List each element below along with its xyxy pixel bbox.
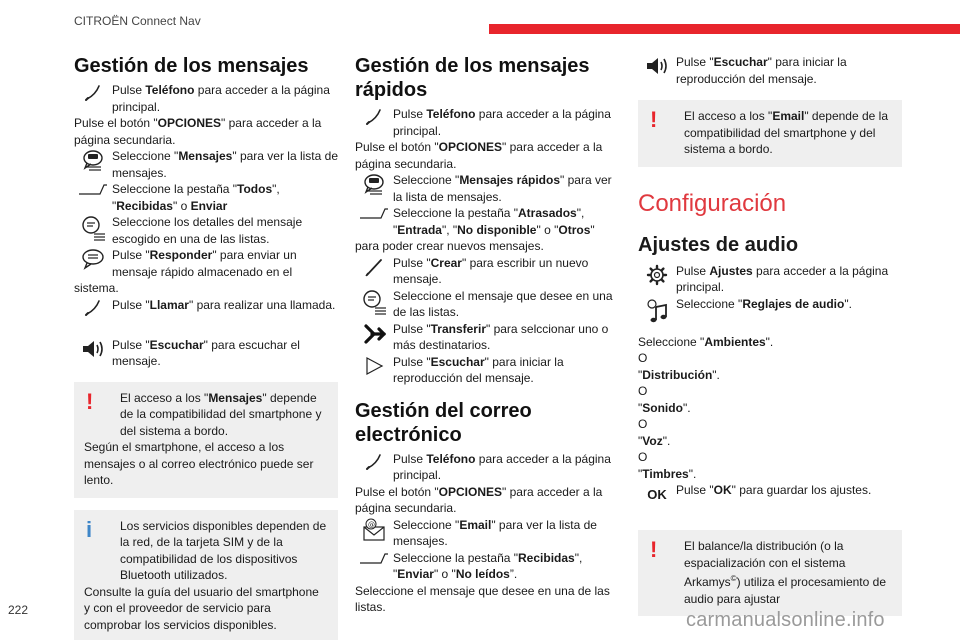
tab-icon: [355, 550, 393, 580]
step-quick-messages: Seleccione "Mensajes rápidos" para ver la lista de mensajes.: [355, 172, 619, 205]
step-transfer: Pulse "Transferir" para selccionar uno o más destinatarios.: [355, 321, 619, 354]
column-2: Gestión de los mensajes rápidos Pulse Teléfono para acceder a la página principal. Pulse el botón "OPCIONES" para acceder a la página secundaria. Seleccione "Mensajes rápidos" para ver la lista de mensajes. Seleccione la pestaña "Atrasados", "Entrada", "No disponible" o "Otros" para poder crear nuevos mensajes. Pulse "Crear" para escribir un nuevo mensaje. Seleccione el mensaje que desee en una de las listas. Pulse "Transferir" para selccionar uno o más destinatarios. Pulse "Escuchar" para iniciar la reproducción del mensaje. Gestión del correo electrónico Pulse Teléfono para acceder a la página principal. Pulse el botón "OPCIONES" para acceder a la página secundaria. @ Seleccione "Email" para ver la lista de mensajes. Seleccione la pestaña "Recibidas", "Enviar" o "No leídos”. Seleccione el mensaje que desee en una de las listas.: [355, 54, 619, 616]
warning-note-balance: ! El balance/la distribución (o la espacialización con el sistema Arkamys©) utiliza el procesamiento de audio para ajustar: [638, 530, 902, 616]
pencil-icon: [355, 255, 393, 285]
step-play: Pulse "Escuchar" para iniciar la reproducción del mensaje.: [355, 354, 619, 387]
section-heading-quick-messages: Gestión de los mensajes rápidos: [355, 55, 590, 101]
step-settings: Pulse Ajustes para acceder a la página principal.: [638, 263, 902, 296]
list-detail-icon: [355, 288, 393, 318]
svg-text:@: @: [368, 520, 375, 529]
sms-icon: [355, 172, 393, 202]
watermark: carmanualsonline.info: [686, 609, 885, 631]
step-email: @ Seleccione "Email" para ver la lista de mensajes.: [355, 517, 619, 550]
audio-settings-icon: [638, 296, 676, 326]
email-icon: [355, 517, 393, 547]
tab-icon: [355, 205, 393, 235]
transfer-icon: [355, 321, 393, 351]
step-phone: Pulse Teléfono para acceder a la página principal.: [74, 82, 338, 115]
warning-icon: !: [650, 107, 658, 132]
phone-icon: [74, 82, 112, 112]
options-text: Pulse el botón "OPCIONES" para acceder a la página secundaria.: [74, 116, 322, 147]
step-call: Pulse "Llamar" para realizar una llamada.: [74, 297, 338, 327]
step-listen: Pulse "Escuchar" para escuchar el mensaje.: [74, 337, 338, 370]
step-reply: Pulse "Responder" para enviar un mensaje rápido almacenado en el: [74, 247, 338, 280]
step-tabs: Seleccione la pestaña "Todos", "Recibidas" o Enviar: [74, 181, 338, 214]
call-icon: [74, 297, 112, 327]
step-phone-email: Pulse Teléfono para acceder a la página principal.: [355, 451, 619, 484]
step-email-tabs: Seleccione la pestaña "Recibidas", "Enviar" o "No leídos”.: [355, 550, 619, 583]
audio-options-list: Seleccione "Ambientes". O "Distribución". O "Sonido". O "Voz". O "Timbres".: [638, 334, 774, 481]
step-select-message: Seleccione el mensaje que desee en una de las listas.: [355, 288, 619, 321]
header-accent-bar: [489, 24, 960, 34]
warning-note-email: ! El acceso a los "Email" depende de la compatibilidad del smartphone y del sistema a bordo.: [638, 100, 902, 167]
step-messages: Seleccione "Mensajes" para ver la lista de mensajes.: [74, 148, 338, 181]
gear-icon: [638, 263, 676, 293]
speaker-icon: [638, 54, 676, 88]
tab-icon: [74, 181, 112, 211]
step-listen-email: Pulse "Escuchar" para iniciar la reproducción del mensaje.: [638, 54, 902, 88]
info-icon: i: [86, 516, 93, 542]
warning-note-messages: ! El acceso a los "Mensajes" depende de la compatibilidad del smartphone y del sistema a bordo. Según el smartphone, el acceso a los mensajes o al correo electrónico puede ser lento.: [74, 382, 338, 498]
info-note-services: i Los servicios disponibles dependen de la red, de la tarjeta SIM y de la compatibilidad de los dispositivos Bluetooth utilizados. Consulte la guía del usuario del smartphone y con el proveedor de servicio para comprobar los servicios disponibles.: [74, 510, 338, 640]
ok-icon: OK: [647, 487, 667, 502]
section-heading-messages: Gestión de los mensajes: [74, 55, 309, 77]
warning-icon: !: [650, 537, 658, 562]
step-audio-settings: Seleccione "Reglajes de audio".: [638, 296, 902, 326]
step-create: Pulse "Crear" para escribir un nuevo mensaje.: [355, 255, 619, 288]
warning-icon: !: [86, 388, 94, 414]
reply-icon: [74, 247, 112, 277]
speaker-icon: [74, 337, 112, 367]
phone-icon: [355, 451, 393, 481]
sms-icon: [74, 148, 112, 178]
step-ok: OK Pulse "OK" para guardar los ajustes.: [638, 482, 902, 512]
step-phone: Pulse Teléfono para acceder a la página principal.: [355, 106, 619, 139]
section-heading-email: Gestión del correo electrónico: [355, 399, 532, 446]
step-tabs: Seleccione la pestaña "Atrasados", "Entrada", "No disponible" o "Otros": [355, 205, 619, 238]
phone-icon: [355, 106, 393, 136]
column-3: [638, 54, 902, 616]
page-number: 222: [8, 603, 29, 617]
step-details: Seleccione los detalles del mensaje escogido en una de las listas.: [74, 214, 338, 247]
column-1: Gestión de los mensajes Pulse Teléfono para acceder a la página principal. Pulse el botón "OPCIONES" para acceder a la página secundaria. Seleccione "Mensajes" para ver la lista de mensajes. Seleccione la pestaña "Todos", "Recibidas" o Enviar Seleccione los detalles del mensaje escogido en una de las listas. Pulse "Responder" para enviar un mensaje rápido almacenado en el sistema. Pulse "Llamar" para realizar una llamada. Pulse "Escuchar" para escuchar el mensaje. ! El acceso a los "Mensajes" depende de la compatibilidad del smartphone y del sistema a bordo. Según el smartphone, el acceso a los mensajes o al correo electrónico puede ser lento. i Los servicios disponibles dependen de la red, de la tarjeta SIM y de la compatibilidad de los dispositivos Bluetooth utilizados. Consulte la guía del usuario del smartphone y con el proveedor de servicio para comprobar los servicios disponibles.: [74, 54, 338, 640]
header-title: CITROËN Connect Nav: [74, 14, 201, 28]
subheading-audio-settings: Ajustes de audio: [638, 233, 799, 256]
list-detail-icon: [74, 214, 112, 244]
section-heading-configuration: Configuración: [638, 189, 787, 217]
play-icon: [355, 354, 393, 384]
